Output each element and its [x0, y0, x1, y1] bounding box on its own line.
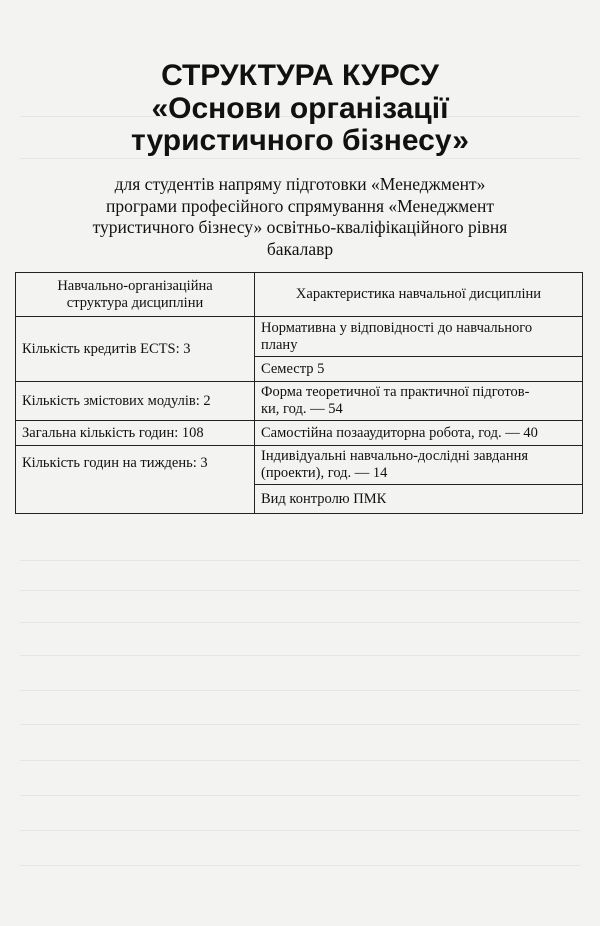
cell-text: Самостійна позааудиторна робота, год. — 40	[261, 424, 538, 441]
cell-text: Загальна кількість годин: 108	[22, 424, 204, 441]
subtitle	[40, 174, 560, 260]
cell-text-line: (проекти), год. — 14	[261, 465, 388, 481]
page-title: СТРУКТУРА КУРСУ	[161, 59, 439, 92]
bleed-through-line	[20, 690, 580, 691]
bleed-through-line	[20, 760, 580, 761]
cell-form	[255, 382, 583, 421]
bleed-through-line	[20, 865, 580, 866]
header-cell-structure	[16, 273, 255, 317]
cell-text-line: Нормативна у відповідності до навчального	[261, 319, 533, 336]
cell-total-hours	[16, 421, 255, 446]
course-structure-table	[15, 272, 583, 514]
cell-self-study	[255, 421, 583, 446]
bleed-through-line	[20, 158, 580, 159]
cell-text: Вид контролю ПМК	[261, 490, 387, 507]
table-row	[16, 382, 583, 421]
cell-semester	[255, 357, 583, 382]
cell-credits	[16, 317, 255, 382]
table-header-row	[16, 273, 583, 317]
cell-modules	[16, 382, 255, 421]
bleed-through-line	[20, 590, 580, 591]
cell-control	[255, 485, 583, 514]
cell-individual	[255, 446, 583, 485]
cell-text: Кількість змістових модулів: 2	[22, 392, 211, 409]
cell-text: Кількість кредитів ECTS: 3	[22, 340, 191, 357]
subtitle-line: бакалавр	[266, 238, 334, 259]
subtitle-line: програми професійного спрямування «Менеджмент	[105, 195, 495, 216]
bleed-through-line	[20, 655, 580, 656]
cell-normative	[255, 317, 583, 357]
course-name-line-2: туристичного бізнесу»	[131, 124, 469, 157]
cell-text: Кількість годин на тиждень: 3	[22, 455, 208, 471]
bleed-through-line	[20, 795, 580, 796]
cell-text-line: плану	[261, 336, 298, 353]
bleed-through-line	[20, 724, 580, 725]
subtitle-line: туристичного бізнесу» освітньо-кваліфікаційного рівня	[92, 217, 508, 237]
cell-weekly-hours	[16, 446, 255, 514]
cell-text-line: ки, год. — 54	[261, 401, 343, 417]
table-row	[16, 421, 583, 446]
header-label-line: структура дисципліни	[66, 294, 204, 311]
bleed-through-line	[20, 560, 580, 561]
cell-text-line: Форма теоретичної та практичної підготов-	[261, 384, 530, 400]
course-name-line-1: «Основи організації	[151, 92, 449, 125]
table-row	[16, 446, 583, 485]
header-label: Характеристика навчальної дисципліни	[295, 286, 542, 302]
header-label-line: Навчально-організаційна	[57, 277, 213, 294]
bleed-through-line	[20, 830, 580, 831]
subtitle-line: для студентів напряму підготовки «Менеджмент»	[114, 174, 486, 194]
table-row	[16, 317, 583, 357]
cell-text-line: Індивідуальні навчально-дослідні завдання	[261, 448, 529, 464]
bleed-through-line	[20, 622, 580, 623]
cell-text: Семестр 5	[261, 360, 325, 377]
header-cell-characteristics	[255, 273, 583, 317]
